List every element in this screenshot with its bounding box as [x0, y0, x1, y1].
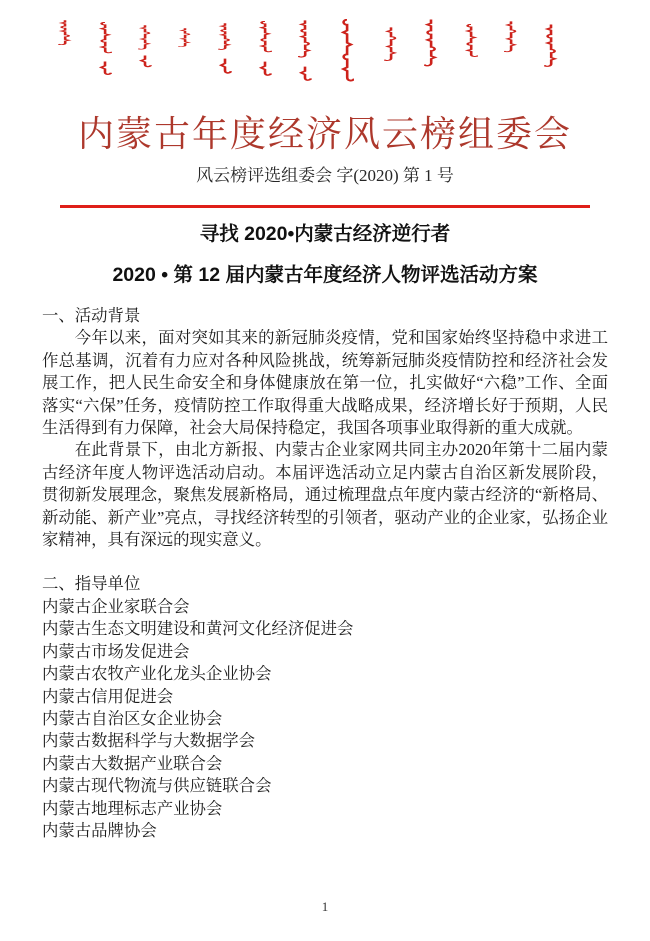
page-number: 1 — [321, 899, 329, 914]
document-number: 风云榜评选组委会 字(2020) 第 1 号 — [196, 166, 454, 185]
document-body — [42, 305, 608, 842]
red-divider-line — [60, 205, 590, 208]
list-item: 内蒙古数据科学与大数据学会 — [42, 731, 256, 751]
mongolian-script-column — [424, 20, 435, 66]
mongolian-script-column — [261, 62, 271, 76]
mongolian-script-column — [504, 21, 515, 51]
mongolian-script-column — [261, 21, 272, 51]
mongolian-script-column — [343, 20, 354, 81]
list-item: 内蒙古市场发促进会 — [42, 641, 190, 661]
mongolian-script-column — [141, 55, 151, 66]
mongolian-script-column — [178, 28, 189, 46]
list-item: 内蒙古地理标志产业协会 — [42, 798, 223, 818]
mongolian-script-column — [301, 67, 311, 81]
mongolian-script-column — [101, 22, 112, 52]
mongolian-script-column — [467, 24, 478, 56]
list-item: 内蒙古企业家联合会 — [42, 596, 190, 616]
guiding-organizations-list — [42, 596, 608, 842]
mongolian-script-column — [101, 62, 111, 75]
mongolian-script-column — [138, 25, 149, 49]
list-item: 内蒙古自治区女企业协会 — [42, 708, 223, 728]
list-item: 内蒙古品牌协会 — [42, 820, 157, 840]
list-item: 内蒙古信用促进会 — [42, 686, 174, 706]
document-title-line1: 寻找 2020•内蒙古经济逆行者 — [199, 223, 451, 245]
mongolian-script-column — [544, 24, 555, 66]
organization-title: 内蒙古年度经济风云榜组委会 — [77, 114, 572, 154]
mongolian-script-column — [218, 23, 229, 49]
section-2-heading: 二、指导单位 — [42, 574, 141, 594]
section-1-heading: 一、活动背景 — [42, 306, 141, 325]
section-1-paragraph-1: 今年以来，面对突如其来的新冠肺炎疫情，党和国家始终坚持稳中求进工作总基调，沉着有力应对各种风险挑战，统筹新冠肺炎疫情防控和经济社会发展工作，把人民生命安全和身体健康放在第一位，扎实做好“六稳”工作、全面落实“六保”任务，疫情防控工作取得重大战略成果，经济增长好于预期，人民生活得到有力保障，社会大局保持稳定，我国各项事业取得新的重大成就。 — [42, 328, 608, 438]
list-item: 内蒙古农牧产业化龙头企业协会 — [42, 664, 272, 684]
section-1-paragraph-2: 在此背景下，由北方新报、内蒙古企业家网共同主办2020年第十二届内蒙古经济年度人物评选活动启动。本届评选活动立足内蒙古自治区新发展阶段，贯彻新发展理念，聚焦发展新格局，通过梳理盘点年度内蒙古经济的“新格局、新动能、新产业”亮点，寻找经济转型的引领者，驱动产业的企业家，弘扬企业家精神，具有深远的现实意义。 — [42, 440, 608, 550]
mongolian-script-column — [58, 20, 69, 44]
mongolian-script-column — [221, 59, 231, 73]
mongolian-script-column — [298, 20, 309, 57]
mongolian-script-header — [0, 0, 650, 110]
document-title-line2: 2020 • 第 12 届内蒙古年度经济人物评选活动方案 — [112, 264, 538, 286]
mongolian-script-column — [384, 27, 395, 60]
list-item: 内蒙古大数据产业联合会 — [42, 753, 223, 773]
list-item: 内蒙古生态文明建设和黄河文化经济促进会 — [42, 619, 354, 639]
list-item: 内蒙古现代物流与供应链联合会 — [42, 776, 272, 796]
